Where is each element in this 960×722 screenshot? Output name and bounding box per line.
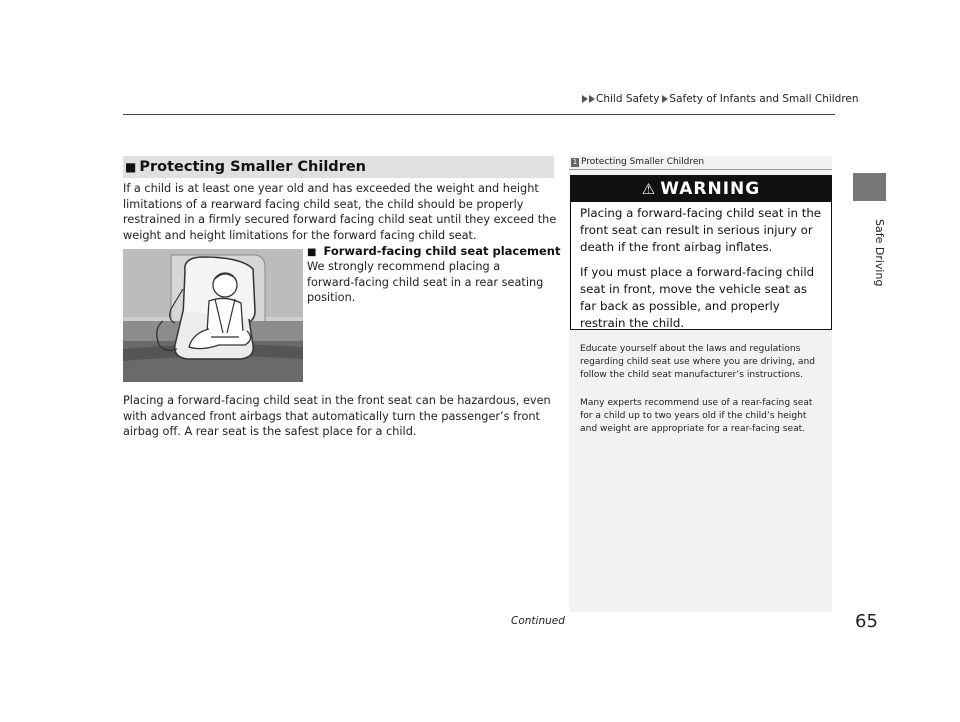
- note-reference-number: 1: [572, 157, 578, 166]
- warning-paragraph-2: If you must place a forward-facing child seat in front, move the vehicle seat as far back as possible, and properly restrain the child.: [580, 265, 815, 330]
- warning-paragraph-1: Placing a forward-facing child seat in the front seat can result in serious injury or death if the front airbag inflates.: [580, 206, 822, 254]
- section-heading: [123, 156, 554, 178]
- note-paragraph-2: Many experts recommend use of a rear-facing seat for a child up to two years old if the child’s height and weight are appropriate for a rear-facing seat.: [580, 398, 813, 434]
- warning-triangle-icon: ⚠: [641, 180, 657, 198]
- warning-body: [571, 202, 831, 332]
- intro-paragraph: If a child is at least one year old and has exceeded the weight and height limitations of a rearward facing child seat, the child should be properly restrained in a firmly secured forward facing child seat until they exceed the weight and height limitations for the forward facing child seat.: [123, 182, 557, 242]
- square-bullet-icon: ■: [125, 160, 137, 174]
- header-divider: [123, 114, 835, 115]
- warning-box: [570, 175, 832, 330]
- subheading: [307, 244, 560, 258]
- arrow-icon: [662, 95, 668, 103]
- subheading-text: Forward-facing child seat placement: [323, 244, 561, 258]
- breadcrumb-item-child-safety[interactable]: Child Safety: [596, 93, 660, 105]
- placement-paragraph: We strongly recommend placing a forward-facing child seat in a rear seating position.: [307, 260, 544, 305]
- breadcrumb-item-safety-infants[interactable]: Safety of Infants and Small Children: [669, 93, 859, 105]
- child-seat-illustration: [123, 249, 303, 382]
- warning-label: WARNING: [660, 179, 761, 199]
- notes-title-text: Protecting Smaller Children: [581, 157, 705, 167]
- chapter-tab-label: Safe Driving: [873, 219, 886, 287]
- section-title: Protecting Smaller Children: [139, 159, 366, 175]
- chapter-tab[interactable]: [853, 173, 886, 201]
- warning-header: [571, 176, 831, 202]
- page-number: 65: [855, 611, 878, 632]
- breadcrumb: [582, 93, 859, 105]
- arrow-icon: [582, 95, 588, 103]
- notes-divider: [569, 169, 832, 170]
- square-bullet-icon: ■: [307, 247, 317, 258]
- note-paragraph-1: Educate yourself about the laws and regulations regarding child seat use where you are driving, and follow the child seat manufacturer’s instructions.: [580, 344, 815, 380]
- notes-title: [571, 157, 704, 167]
- closing-paragraph: Placing a forward-facing child seat in the front seat can be hazardous, even with advanced front airbags that automatically turn the passenger’s front airbag off. A rear seat is the safest place for a child.: [123, 394, 551, 439]
- continued-label: Continued: [511, 615, 565, 627]
- arrow-icon: [589, 95, 595, 103]
